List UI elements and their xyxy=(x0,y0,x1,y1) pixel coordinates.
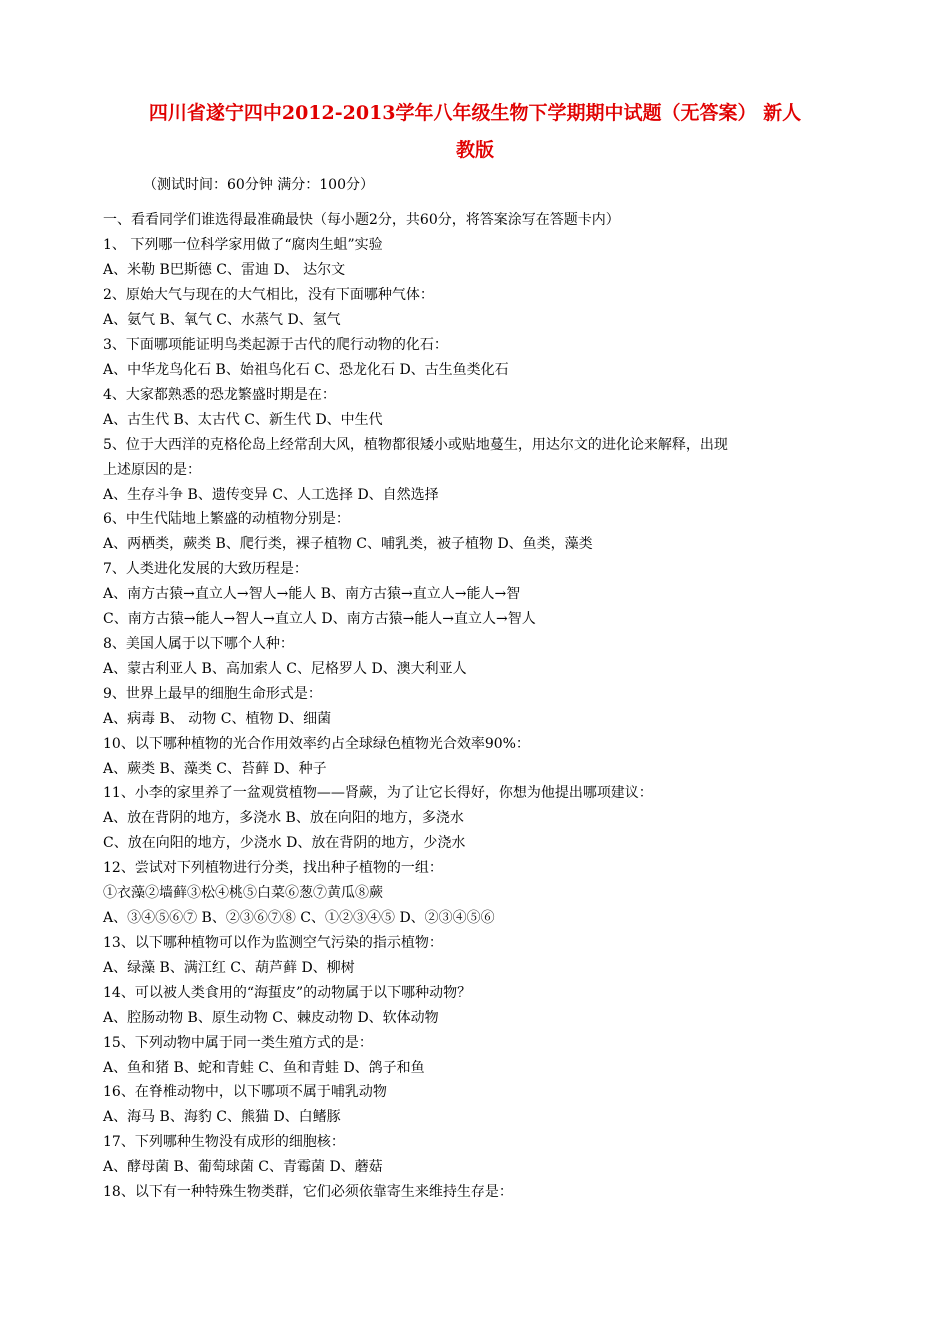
options-line: A、酵母菌 B、葡萄球菌 C、青霉菌 D、蘑菇 xyxy=(103,1159,383,1175)
question-line: 18、以下有一种特殊生物类群，它们必须依靠寄生来维持生存是： xyxy=(103,1184,513,1200)
options-line: A、腔肠动物 B、原生动物 C、棘皮动物 D、软体动物 xyxy=(103,1010,439,1026)
options-line: A、海马 B、海豹 C、熊猫 D、白鳍豚 xyxy=(103,1109,341,1125)
question-line: 16、在脊椎动物中，以下哪项不属于哺乳动物 xyxy=(103,1084,387,1100)
question-line: 1、 下列哪一位科学家用做了“腐肉生蛆”实验 xyxy=(103,237,383,253)
test-info: （测试时间：60分钟 满分：100分） xyxy=(143,177,374,193)
section-heading: 一、看看同学们谁选得最准确最快（每小题2分，共60分，将答案涂写在答题卡内） xyxy=(103,212,620,228)
question-line: 17、下列哪种生物没有成形的细胞核： xyxy=(103,1134,345,1150)
question-line: 14、可以被人类食用的“海蜇皮”的动物属于以下哪种动物？ xyxy=(103,985,472,1001)
options-line: A、蕨类 B、藻类 C、苔藓 D、种子 xyxy=(103,761,327,777)
options-line: A、鱼和猪 B、蛇和青蛙 C、鱼和青蛙 D、鸽子和鱼 xyxy=(103,1060,425,1076)
options-line: A、中华龙鸟化石 B、始祖鸟化石 C、恐龙化石 D、古生鱼类化石 xyxy=(103,362,509,378)
options-line: A、绿藻 B、满江红 C、葫芦藓 D、柳树 xyxy=(103,960,355,976)
question-line: 15、下列动物中属于同一类生殖方式的是： xyxy=(103,1035,373,1051)
question-line: 10、以下哪种植物的光合作用效率约占全球绿色植物光合效率90%： xyxy=(103,736,530,752)
options-line: A、两栖类，蕨类 B、爬行类，裸子植物 C、哺乳类，被子植物 D、鱼类，藻类 xyxy=(103,536,593,552)
options-line: A、南方古猿→直立人→智人→能人 B、南方古猿→直立人→能人→智 xyxy=(103,586,521,602)
question-line: 9、世界上最早的细胞生命形式是： xyxy=(103,686,322,702)
question-line: 6、中生代陆地上繁盛的动植物分别是： xyxy=(103,511,350,527)
document-title-line-2: 教版 xyxy=(455,139,494,161)
options-line: A、③④⑤⑥⑦ B、②③⑥⑦⑧ C、①②③④⑤ D、②③④⑤⑥ xyxy=(103,910,495,926)
plant-list-line: ①衣藻②墙藓③松④桃⑤白菜⑥葱⑦黄瓜⑧蕨 xyxy=(103,885,383,901)
question-line: 4、大家都熟悉的恐龙繁盛时期是在： xyxy=(103,387,336,403)
question-line: 11、小李的家里养了一盆观赏植物——肾蕨，为了让它长得好，你想为他提出哪项建议： xyxy=(103,785,653,801)
options-line: A、蒙古利亚人 B、高加索人 C、尼格罗人 D、澳大利亚人 xyxy=(103,661,467,677)
document-title-line-1: 四川省遂宁四中2012-2013学年八年级生物下学期期中试题（无答案） 新人 xyxy=(148,102,802,124)
options-line: A、放在背阴的地方，多浇水 B、放在向阳的地方，多浇水 xyxy=(103,810,464,826)
question-line-continued: 上述原因的是： xyxy=(103,462,201,478)
question-line: 13、以下哪种植物可以作为监测空气污染的指示植物： xyxy=(103,935,443,951)
options-line: A、古生代 B、太古代 C、新生代 D、中生代 xyxy=(103,412,383,428)
question-line: 8、美国人属于以下哪个人种： xyxy=(103,636,294,652)
question-line: 3、下面哪项能证明鸟类起源于古代的爬行动物的化石： xyxy=(103,337,448,353)
question-line: 2、原始大气与现在的大气相比，没有下面哪种气体： xyxy=(103,287,434,303)
options-line: A、米勒 B巴斯德 C、雷迪 D、 达尔文 xyxy=(103,262,346,278)
options-line: A、病毒 B、 动物 C、植物 D、细菌 xyxy=(103,711,332,727)
options-line: A、氨气 B、氧气 C、水蒸气 D、氢气 xyxy=(103,312,341,328)
options-line: C、南方古猿→能人→智人→直立人 D、南方古猿→能人→直立人→智人 xyxy=(103,611,536,627)
options-line: C、放在向阳的地方，少浇水 D、放在背阴的地方，少浇水 xyxy=(103,835,466,851)
question-line: 7、人类进化发展的大致历程是： xyxy=(103,561,308,577)
options-line: A、生存斗争 B、遗传变异 C、人工选择 D、自然选择 xyxy=(103,487,439,503)
question-line: 5、位于大西洋的克格伦岛上经常刮大风，植物都很矮小或贴地蔓生，用达尔文的进化论来解释，出现 xyxy=(103,437,728,453)
question-line: 12、尝试对下列植物进行分类，找出种子植物的一组： xyxy=(103,860,443,876)
